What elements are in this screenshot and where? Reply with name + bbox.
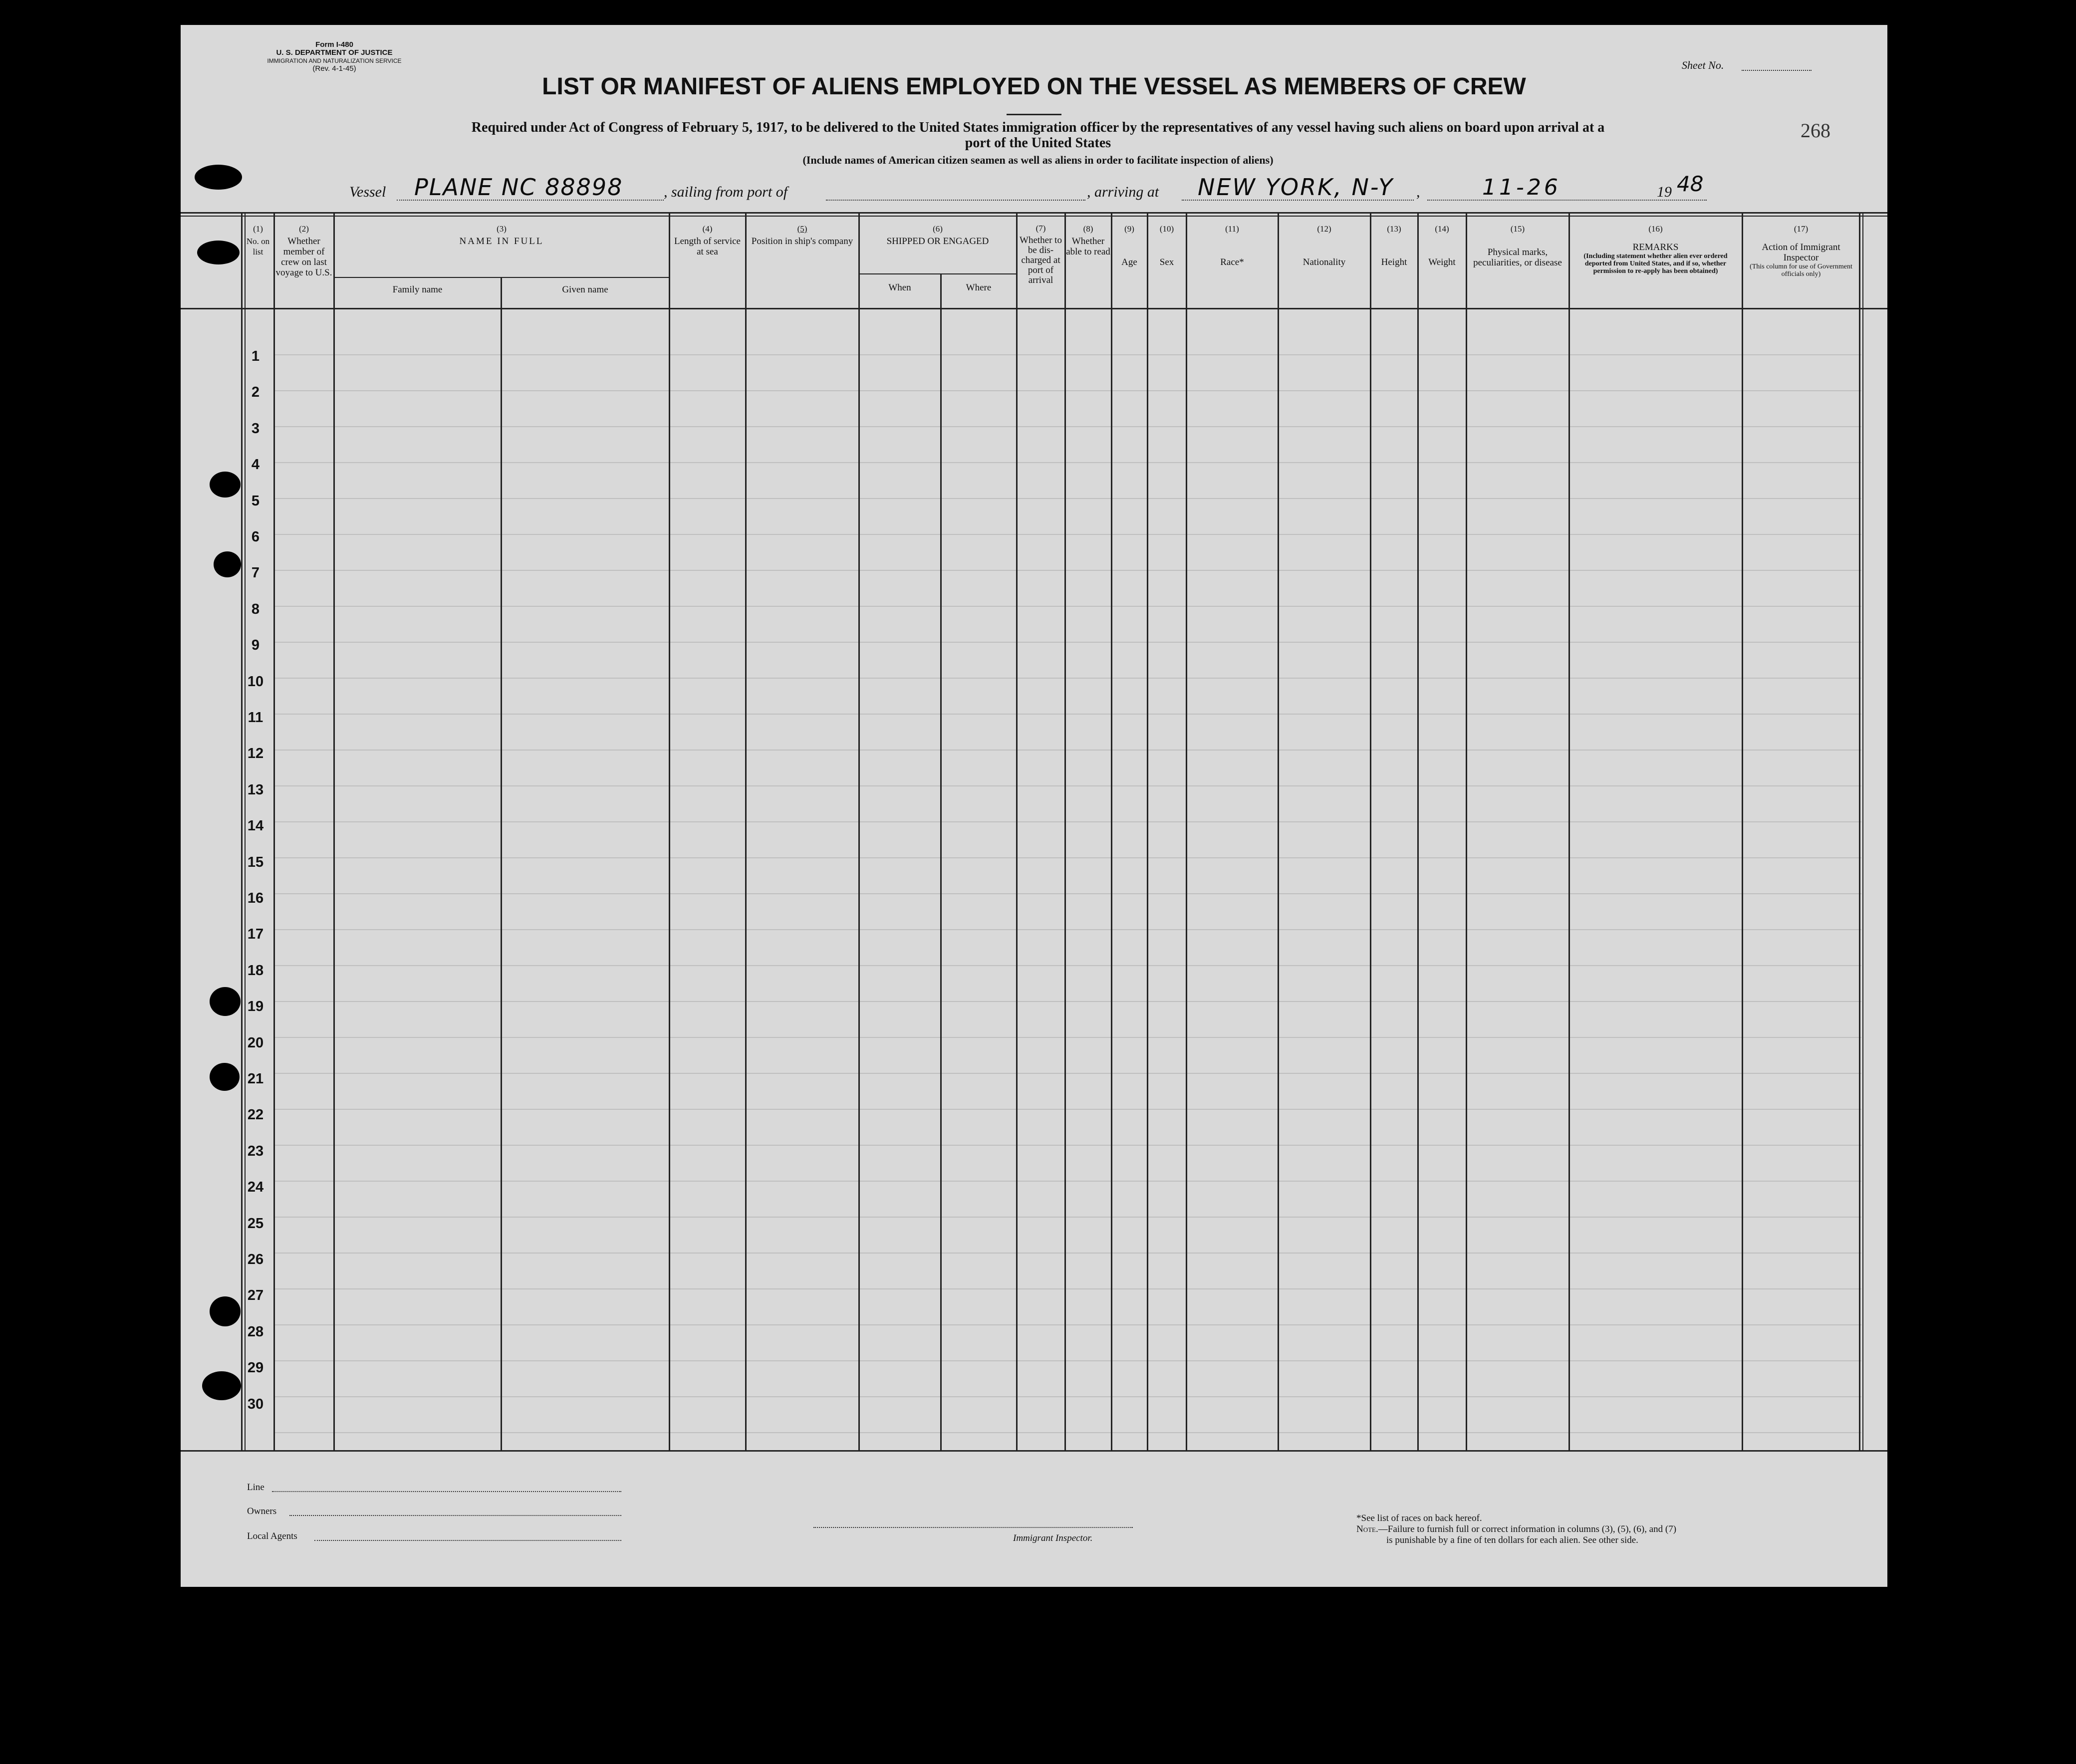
row-number: 20	[247, 1035, 264, 1051]
sheet-rule	[1742, 70, 1812, 71]
col-header-10	[1148, 224, 1186, 267]
vessel-line	[349, 174, 1826, 209]
row-number: 1	[251, 348, 260, 364]
row-number: 12	[247, 746, 264, 761]
col-label: Sex	[1159, 257, 1174, 267]
row-number: 16	[247, 890, 264, 906]
row-rules	[274, 319, 1861, 1447]
year-value: 48	[1677, 172, 1704, 196]
col-label: Age	[1121, 257, 1137, 267]
row-number: 18	[247, 963, 264, 979]
row-number: 9	[251, 637, 260, 653]
sailing-label: , sailing from port of	[664, 184, 788, 200]
row-number: 8	[251, 601, 260, 617]
col-header-6b: Where	[966, 282, 992, 293]
col-label: Length of service at sea	[674, 236, 741, 257]
punch-hole	[210, 987, 241, 1016]
row-number: 22	[247, 1107, 264, 1123]
col-num: (5)	[797, 224, 807, 234]
row-number: 3	[251, 421, 260, 437]
col-num: (9)	[1124, 224, 1134, 234]
col-note: (Including statement whether alien ever ordered deported from United States, and if so, whether permission to re-apply has been obtained)	[1583, 252, 1728, 275]
col-num: (11)	[1225, 224, 1239, 234]
col-header-3	[334, 224, 669, 247]
col-line	[1370, 212, 1371, 1452]
col-header-3b: Given name	[562, 284, 608, 295]
vessel-label: Vessel	[349, 184, 386, 200]
form-id-block	[245, 41, 424, 73]
col-header-17	[1744, 224, 1858, 278]
owners-label: Owners	[247, 1506, 277, 1516]
row-number: 27	[247, 1287, 264, 1303]
col-header-16	[1572, 224, 1739, 275]
punch-hole	[210, 472, 241, 498]
line-label: Line	[247, 1482, 264, 1493]
col-line	[333, 212, 335, 1452]
row-number: 15	[247, 854, 264, 870]
agency-subname: IMMIGRATION AND NATURALIZATION SERVICE	[267, 57, 402, 64]
col-num: (17)	[1794, 224, 1809, 234]
col-label: Position in ship's company	[751, 236, 853, 247]
col-line	[1016, 212, 1018, 1452]
col-label: Whether able to read	[1066, 236, 1110, 257]
subtitle-line-2: port of the United States	[965, 135, 1111, 151]
col-line	[858, 212, 860, 1452]
form-title: LIST OR MANIFEST OF ALIENS EMPLOYED ON THE VESSEL AS MEMBERS OF CREW	[542, 73, 1526, 100]
col-label: Weight	[1428, 257, 1456, 267]
col-header-12	[1279, 224, 1370, 267]
form-subtitle	[269, 120, 1807, 151]
note-label: Note.	[1356, 1524, 1378, 1534]
col-header-7	[1017, 224, 1064, 285]
col-label: Whether to be dis-charged at port of arrival	[1020, 235, 1062, 285]
punch-hole	[210, 1296, 241, 1326]
col-num: (8)	[1083, 224, 1093, 234]
col-label: NAME IN FULL	[459, 236, 544, 247]
agency-name: U. S. DEPARTMENT OF JUSTICE	[276, 48, 393, 57]
note-text: —Failure to furnish full or correct information in columns (3), (5), (6), and (7)	[1378, 1524, 1677, 1534]
col-label: REMARKS	[1632, 242, 1679, 252]
col-label: Nationality	[1302, 257, 1346, 267]
row-number: 21	[247, 1071, 264, 1087]
col-line	[745, 212, 747, 1452]
col-label: No. on list	[246, 237, 270, 256]
col-num: (13)	[1387, 224, 1401, 234]
sailing-rule	[826, 200, 1085, 201]
punch-hole	[197, 241, 240, 264]
row-number: 28	[247, 1324, 264, 1340]
agents-label: Local Agents	[247, 1531, 297, 1541]
col-line	[1064, 212, 1066, 1452]
col-line	[940, 273, 942, 1452]
col-line	[1862, 212, 1863, 1452]
form-revision: (Rev. 4-1-45)	[312, 64, 356, 73]
line-rule	[272, 1491, 621, 1492]
col-label: Height	[1381, 257, 1407, 267]
col-num: (12)	[1317, 224, 1331, 234]
row-number: 6	[251, 529, 260, 545]
stamp-number: 268	[1801, 119, 1830, 142]
row-number: 23	[247, 1143, 264, 1159]
row-number: 19	[247, 999, 264, 1014]
race-note: *See list of races on back hereof.	[1356, 1513, 1482, 1523]
row-number: 2	[251, 384, 260, 400]
signature-rule	[813, 1527, 1133, 1528]
col-num: (10)	[1159, 224, 1174, 234]
col-label: Physical marks, peculiarities, or disease	[1473, 247, 1562, 268]
inspector-signature	[813, 1527, 1133, 1557]
table-top-border	[181, 212, 1887, 214]
col-num: (4)	[702, 224, 713, 234]
col-num: (6)	[933, 224, 943, 234]
header-bottom-border	[181, 308, 1887, 309]
col-num: (2)	[299, 224, 309, 234]
title-divider	[1007, 114, 1061, 115]
col-header-1	[243, 224, 273, 257]
col-header-4	[670, 224, 745, 257]
row-number: 24	[247, 1179, 264, 1195]
shipped-subheader-rule	[858, 273, 1016, 274]
year-prefix: 19	[1657, 184, 1672, 200]
row-number: 4	[251, 457, 260, 473]
line-field	[247, 1482, 626, 1493]
inspector-label: Immigrant Inspector.	[1013, 1533, 1093, 1543]
col-header-8	[1065, 224, 1111, 257]
col-label: Race*	[1220, 257, 1244, 267]
row-number: 26	[247, 1252, 264, 1267]
col-line	[1111, 212, 1112, 1452]
col-label: SHIPPED OR ENGAGED	[886, 236, 989, 247]
col-header-3a: Family name	[392, 284, 443, 295]
row-number: 17	[247, 926, 264, 942]
punch-hole	[195, 165, 242, 190]
row-number: 30	[247, 1396, 264, 1412]
punch-hole	[210, 1063, 240, 1091]
comma: ,	[1416, 184, 1420, 200]
col-header-9	[1112, 224, 1147, 267]
name-subheader-rule	[333, 277, 669, 278]
col-header-6	[859, 224, 1016, 247]
row-number: 5	[251, 493, 260, 509]
col-line	[273, 212, 275, 1452]
col-num: (16)	[1648, 224, 1663, 234]
owners-rule	[289, 1515, 621, 1516]
col-num: (3)	[497, 224, 507, 234]
col-header-11	[1187, 224, 1278, 267]
col-line	[669, 212, 670, 1452]
vessel-value: PLANE NC 88898	[414, 174, 623, 201]
row-number: 10	[247, 674, 264, 690]
col-line	[1278, 212, 1279, 1452]
row-number: 29	[247, 1360, 264, 1376]
col-line	[1568, 212, 1570, 1452]
col-line	[1417, 212, 1419, 1452]
penalty-note	[1356, 1524, 1855, 1535]
owners-field	[247, 1506, 626, 1517]
row-number: 11	[248, 710, 263, 726]
row-number: 7	[251, 565, 260, 581]
col-note: (This column for use of Government officials only)	[1750, 263, 1852, 278]
col-header-13	[1371, 224, 1417, 267]
row-number: 13	[247, 782, 264, 798]
include-note: (Include names of American citizen seamen as well as aliens in order to facilitate inspection of aliens)	[802, 154, 1274, 166]
footer-notes	[1356, 1513, 1855, 1546]
arriving-label: , arriving at	[1087, 184, 1159, 200]
date-value: 11-26	[1482, 175, 1561, 200]
col-num: (14)	[1435, 224, 1449, 234]
col-label: Whether member of crew on last voyage to U.S.	[275, 236, 332, 278]
col-header-14	[1418, 224, 1466, 267]
sheet-number	[1682, 59, 1724, 72]
agents-field	[247, 1531, 626, 1542]
sheet-label: Sheet No.	[1682, 59, 1724, 71]
col-line	[1742, 212, 1743, 1452]
col-line	[1186, 212, 1187, 1452]
subtitle-line-1: Required under Act of Congress of February 5, 1917, to be delivered to the United States immigration officer by the representatives of any vessel having such aliens on board upon arrival at a	[471, 120, 1605, 135]
form-number: Form I-480	[315, 40, 353, 49]
table-bottom-border	[181, 1450, 1887, 1452]
col-header-5	[746, 224, 858, 247]
col-num: (7)	[1036, 224, 1046, 233]
table-top-border-2	[181, 216, 1887, 217]
col-header-2	[274, 224, 333, 278]
agents-rule	[314, 1540, 621, 1541]
punch-hole	[214, 551, 241, 577]
col-line	[1147, 212, 1148, 1452]
row-number: 25	[247, 1216, 264, 1232]
row-number: 14	[247, 818, 264, 834]
col-label: Action of Immigrant Inspector	[1762, 242, 1840, 263]
col-line	[1859, 212, 1860, 1452]
col-num: (1)	[253, 224, 263, 234]
col-line	[501, 277, 502, 1452]
penalty-note-2: is punishable by a fine of ten dollars for each alien. See other side.	[1386, 1535, 1638, 1545]
punch-hole	[202, 1371, 241, 1400]
col-header-15	[1467, 224, 1568, 268]
arriving-value: NEW YORK, N-Y	[1198, 174, 1394, 201]
col-line	[1466, 212, 1467, 1452]
col-num: (15)	[1510, 224, 1525, 234]
col-header-6a: When	[888, 282, 911, 293]
